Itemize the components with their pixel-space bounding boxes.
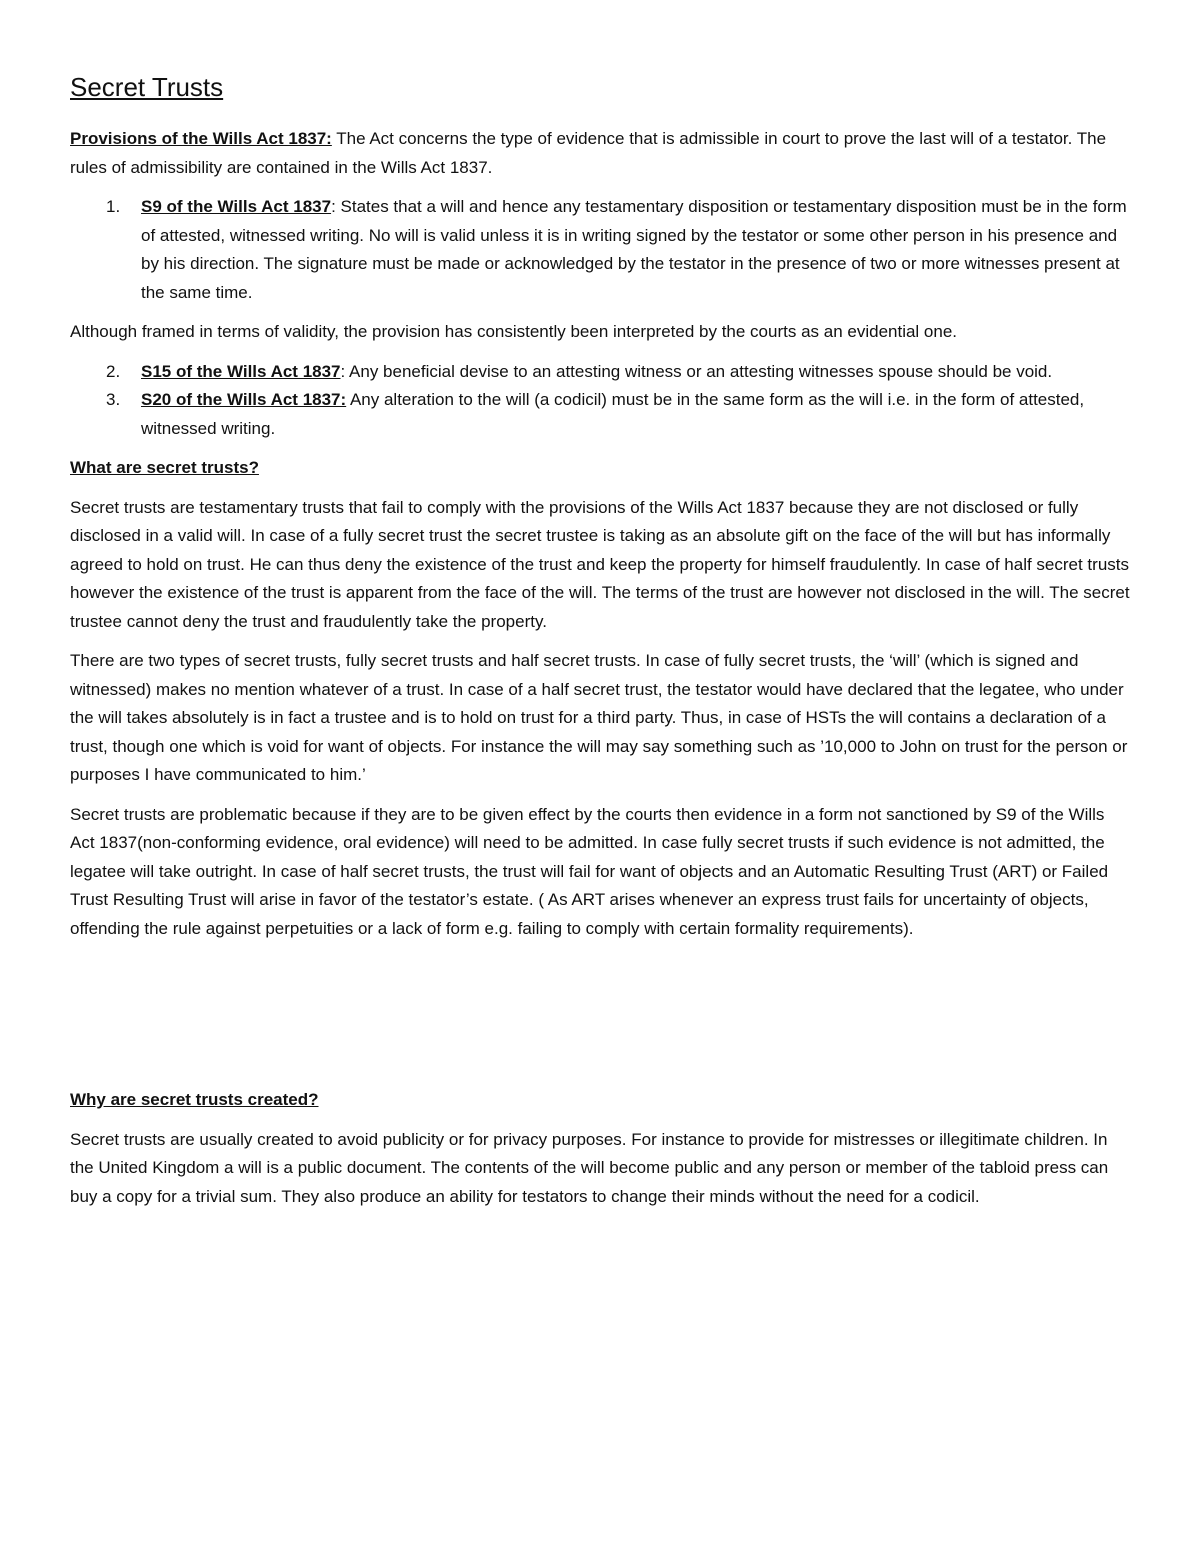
section-heading-why-text: Why are secret trusts created? [70, 1090, 319, 1110]
intro-paragraph [70, 125, 1132, 182]
section-heading-what [70, 454, 1132, 483]
list-item-lead: S15 of the Wills Act 1837 [141, 361, 341, 381]
list-item [70, 386, 1132, 443]
body-paragraph: Secret trusts are usually created to avoid publicity or for privacy purposes. For instance to provide for mistresses or illegitimate children. In the United Kingdom a will is a public document. The contents of the will become public and any person or member of the tabloid press can buy a copy for a trivial sum. They also produce an ability for testators to change their minds without the need for a codicil. [70, 1129, 1109, 1206]
body-paragraph: Secret trusts are testamentary trusts that fail to comply with the provisions of the Wills Act 1837 because they are not disclosed or fully disclosed in a valid will. In case of a fully secret trust the secret trustee is taking as an absolute gift on the face of the will but has informally agreed to hold on trust. He can thus deny the existence of the trust and keep the property for himself fraudulently. In case of half secret trusts however the existence of the trust is apparent from the face of the will. The terms of the trust are however not disclosed in the will. The secret trustee cannot deny the trust and fraudulently take the property. [70, 497, 1130, 631]
body-paragraph: There are two types of secret trusts, fully secret trusts and half secret trusts. In case of fully secret trusts, the ‘will’ (which is signed and witnessed) makes no mention whatever of a trust. In case of a half secret trust, the testator would have declared that the legatee, who under the will takes absolutely is in fact a trustee and is to hold on trust for a third party. Thus, in case of HSTs the will contains a declaration of a trust, though one which is void for want of objects. For instance the will may say something such as ’10,000 to John on trust for the person or purposes I have communicated to him.’ [70, 651, 1128, 785]
provisions-list-part-1 [70, 193, 1132, 307]
list-item [70, 193, 1132, 307]
list-item-lead: S20 of the Wills Act 1837: [141, 390, 347, 410]
list-item-text: : States that a will and hence any testamentary disposition or testamentary disposition must be in the form of attested, witnessed writing. No will is valid unless it is in writing signed by the testator or some other person in his presence and by his direction. The signature must be made or acknowledged by the testator in the presence of two or more witnesses present at the same time. [141, 197, 1127, 302]
intro-heading: Provisions of the Wills Act 1837: [70, 129, 332, 149]
list-item-number: 3. [106, 390, 121, 410]
section-heading-why [70, 1086, 1132, 1115]
list-item-number: 2. [106, 361, 121, 381]
list-item [70, 358, 1132, 387]
list-item-text: Any alteration to the will (a codicil) must be in the same form as the will i.e. in the form of attested, witnessed writing. [141, 390, 1085, 438]
document-page [70, 72, 1132, 1222]
body-paragraph: Secret trusts are problematic because if they are to be given effect by the courts then evidence in a form not sanctioned by S9 of the Wills Act 1837(non-conforming evidence, oral evidence) will need to be admitted. In case fully secret trusts if such evidence is not admitted, the legatee will take outright. In case of half secret trusts, the trust will fail for want of objects and an Automatic Resulting Trust (ART) or Failed Trust Resulting Trust will arise in favor of the testator’s estate. ( As ART arises whenever an express trust fails for uncertainty of objects, offending the rule against perpetuities or a lack of form e.g. failing to comply with certain formality requirements). [70, 804, 1109, 938]
section-heading-what-text: What are secret trusts? [70, 458, 259, 478]
document-title: Secret Trusts [70, 72, 224, 102]
blank-space [70, 954, 1132, 1086]
list-item-lead: S9 of the Wills Act 1837 [141, 197, 332, 217]
provisions-list-part-2 [70, 358, 1132, 444]
list-item-number: 1. [106, 197, 121, 217]
list-item-text: : Any beneficial devise to an attesting witness or an attesting witnesses spouse should be void. [340, 361, 1053, 381]
intro-text: The Act concerns the type of evidence that is admissible in court to prove the last will of a testator. The rules of admissibility are contained in the Wills Act 1837. [70, 129, 1107, 177]
although-paragraph: Although framed in terms of validity, the provision has consistently been interpreted by the courts as an evidential one. [70, 322, 958, 342]
